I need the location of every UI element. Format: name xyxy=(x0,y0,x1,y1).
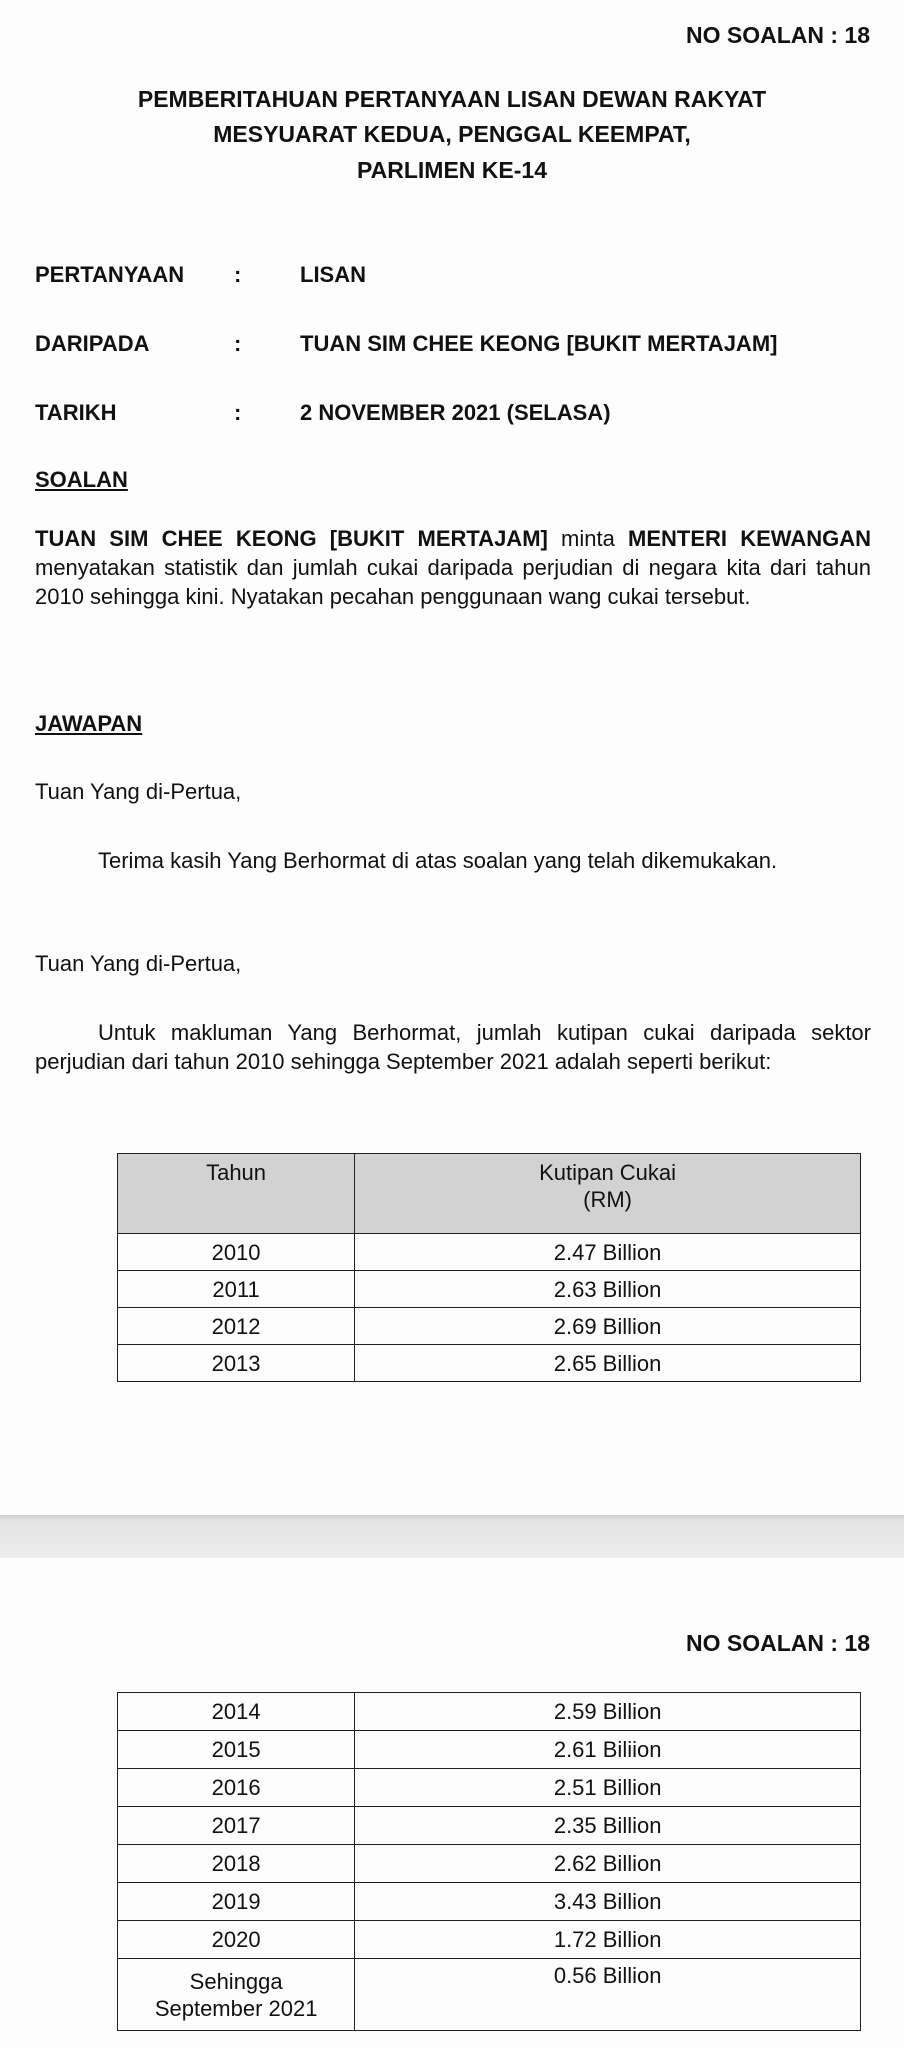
document-page-2 xyxy=(0,1558,904,2048)
notice-header-line-1: PEMBERITAHUAN PERTANYAAN LISAN DEWAN RAKYAT xyxy=(137,86,767,112)
meta-value-daripada: TUAN SIM CHEE KEONG [BUKIT MERTAJAM] xyxy=(300,331,778,356)
table-cell-year: 2019 xyxy=(118,1883,355,1921)
table-cell-year: 2012 xyxy=(118,1308,355,1345)
meta-colon-tarikh: : xyxy=(234,400,242,425)
question-text-2: menyatakan statistik dan jumlah cukai daripada perjudian di negara kita dari tahun 2010 sehingga kini. Nyatakan pecahan penggunaan wang cukai tersebut. xyxy=(35,555,871,609)
meta-value-tarikh: 2 NOVEMBER 2021 (SELASA) xyxy=(300,400,611,425)
table-row xyxy=(118,1693,861,1731)
table-cell-tax: 2.69 Billion xyxy=(355,1308,861,1345)
table-row-last xyxy=(118,1959,861,2031)
question-minister: MENTERI KEWANGAN xyxy=(628,526,872,551)
table-cell-year: 2016 xyxy=(118,1769,355,1807)
table-cell-tax: 2.61 Biliion xyxy=(355,1731,861,1769)
notice-header-line-3: PARLIMEN KE-14 xyxy=(357,157,547,183)
table-row xyxy=(118,1883,861,1921)
meta-label-tarikh: TARIKH xyxy=(35,400,117,425)
table-cell-tax: 2.35 Billion xyxy=(355,1807,861,1845)
table-cell-year: 2017 xyxy=(118,1807,355,1845)
question-text-1: minta xyxy=(547,526,629,551)
table-cell-tax: 2.63 Billion xyxy=(355,1271,861,1308)
salutation-2: Tuan Yang di-Pertua, xyxy=(35,951,242,976)
table-header-row xyxy=(118,1154,861,1234)
thanks-paragraph: Terima kasih Yang Berhormat di atas soalan yang telah dikemukakan. xyxy=(98,848,778,873)
meta-label-daripada: DARIPADA xyxy=(35,331,150,356)
table-cell-year: 2014 xyxy=(118,1693,355,1731)
table-cell-tax: 2.65 Billion xyxy=(355,1345,861,1382)
table-row xyxy=(118,1769,861,1807)
tax-table-part-2 xyxy=(117,1692,861,2031)
salutation-1: Tuan Yang di-Pertua, xyxy=(35,779,242,804)
column-header-tax-line-1: Kutipan Cukai xyxy=(539,1160,677,1185)
table-row xyxy=(118,1807,861,1845)
column-header-tax-line-2: (RM) xyxy=(583,1187,632,1212)
table-cell-tax: 2.51 Billion xyxy=(355,1769,861,1807)
table-row xyxy=(118,1234,861,1271)
table-cell-tax: 2.47 Billion xyxy=(355,1234,861,1271)
soalan-heading: SOALAN xyxy=(35,467,128,492)
table-cell-year-last xyxy=(118,1959,355,2031)
question-number-page-2: NO SOALAN : 18 xyxy=(685,1630,870,1656)
meta-colon-daripada: : xyxy=(234,331,242,356)
table-cell-year: 2011 xyxy=(118,1271,355,1308)
table-cell-year-last-line-2: September 2021 xyxy=(154,1995,318,2021)
notice-header-line-2: MESYUARAT KEDUA, PENGGAL KEEMPAT, xyxy=(213,121,691,147)
table-cell-year-last-line-1: Sehingga xyxy=(189,1968,283,1994)
jawapan-heading: JAWAPAN xyxy=(35,711,143,736)
meta-label-pertanyaan: PERTANYAAN xyxy=(35,262,185,287)
table-row xyxy=(118,1731,861,1769)
table-cell-tax: 1.72 Billion xyxy=(355,1921,861,1959)
meta-colon-pertanyaan: : xyxy=(234,262,242,287)
table-cell-year: 2020 xyxy=(118,1921,355,1959)
table-cell-year: 2013 xyxy=(118,1345,355,1382)
tax-table-part-1 xyxy=(117,1153,861,1382)
table-cell-tax: 2.59 Billion xyxy=(355,1693,861,1731)
question-paragraph xyxy=(35,524,871,611)
table-cell-year: 2010 xyxy=(118,1234,355,1271)
column-header-tax xyxy=(355,1154,861,1234)
column-header-year: Tahun xyxy=(118,1154,355,1234)
table-cell-tax-last: 0.56 Billion xyxy=(355,1959,861,2031)
meta-value-pertanyaan: LISAN xyxy=(300,262,366,287)
table-row xyxy=(118,1271,861,1308)
page-separator xyxy=(0,1515,904,1558)
table-row xyxy=(118,1345,861,1382)
table-cell-year: 2015 xyxy=(118,1731,355,1769)
question-asker: TUAN SIM CHEE KEONG [BUKIT MERTAJAM] xyxy=(35,526,548,551)
table-cell-tax: 2.62 Billion xyxy=(355,1845,861,1883)
question-number: NO SOALAN : 18 xyxy=(685,22,870,48)
table-row xyxy=(118,1845,861,1883)
table-cell-year: 2018 xyxy=(118,1845,355,1883)
table-row xyxy=(118,1921,861,1959)
info-paragraph: Untuk makluman Yang Berhormat, jumlah kutipan cukai daripada sektor perjudian dari tahun 2010 sehingga September 2021 adalah seperti berikut: xyxy=(35,1020,871,1074)
table-cell-tax: 3.43 Billion xyxy=(355,1883,861,1921)
table-row xyxy=(118,1308,861,1345)
